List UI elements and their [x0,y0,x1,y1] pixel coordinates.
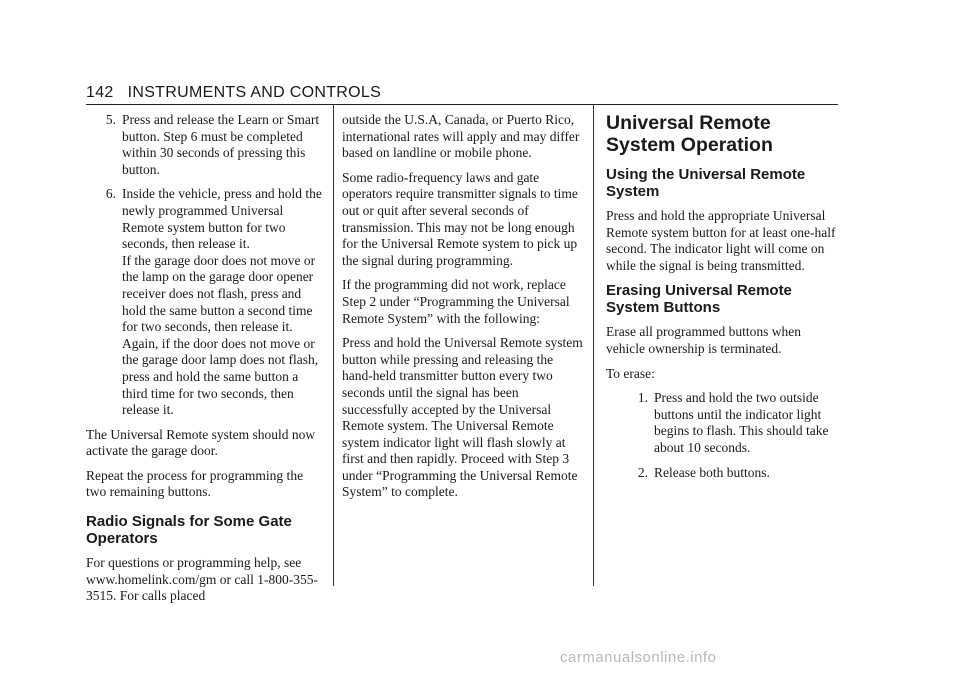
column-2 [342,112,584,509]
paragraph: To erase: [606,365,655,381]
paragraph: The Universal Remote system should now activate the garage door. [86,426,316,459]
paragraph: For questions or programming help, see www.homelink.com/gm or call 1-800-355-3515. For calls placed [86,555,318,604]
section-heading: Using the Universal Remote System [606,166,806,200]
erase-step-1 [606,390,842,456]
step-number: 2. [637,464,648,480]
paragraph: Erase all programmed buttons when vehicle ownership is terminated. [606,324,801,356]
step-6-part-b: If the garage door does not move or the lamp on the garage door opener receiver does not flash, press and hold the same button a second time for two seconds, then release it. Again, if the door does not move or the garage door lamp does not flash, press and hold the same button a third time for two seconds, then release it. [122,252,319,418]
step-number: 6. [105,186,116,202]
column-divider-1 [333,104,334,586]
section-title: INSTRUMENTS AND CONTROLS [127,84,382,101]
step-6-part-a: Inside the vehicle, press and hold the newly programmed Universal Remote system button for two seconds, then release it. [122,186,322,252]
watermark: carmanualsonline.info [560,649,717,666]
step-text: Press and release the Learn or Smart button. Step 6 must be completed within 30 seconds of pressing this button. [122,112,320,177]
step-5 [86,112,326,178]
step-text: Press and hold the two outside buttons until the indicator light begins to flash. This should take about 10 seconds. [654,390,829,455]
step-number: 1. [637,390,648,406]
page-header [86,84,381,102]
paragraph: Some radio-frequency laws and gate operators require transmitter signals to time out or quit after several seconds of transmission. This may not be long enough for the Universal Remote system to pick up the signal during programming. [342,169,578,268]
step-6 [86,186,326,418]
column-1 [86,112,326,613]
paragraph: Press and hold the appropriate Universal Remote system button for at least one-half second. The indicator light will come on while the signal is being transmitted. [606,208,836,273]
column-3 [606,112,842,489]
column-divider-2 [593,104,594,586]
section-heading: Erasing Universal Remote System Buttons [606,282,792,317]
section-heading: Radio Signals for Some Gate Operators [86,513,292,548]
paragraph: Repeat the process for programming the two remaining buttons. [86,467,304,500]
erase-step-2 [606,465,842,482]
main-heading: Universal Remote System Operation [606,112,773,156]
paragraph: outside the U.S.A, Canada, or Puerto Rico, international rates will apply and may differ based on landline or mobile phone. [342,112,580,161]
paragraph: If the programming did not work, replace Step 2 under “Programming the Universal Remote System” with the following: [342,277,570,326]
header-rule [86,104,838,105]
step-number: 5. [105,112,116,127]
step-text: Release both buttons. [654,464,770,480]
page-number: 142 [86,84,114,101]
step-text [122,186,326,418]
paragraph: Press and hold the Universal Remote system button while pressing and releasing the hand-held transmitter button every two seconds until the signal has been successfully accepted by the Universal Remote system. The Universal Remote system indicator light will flash slowly at first and then rapidly. Proceed with Step 3 under “Programming the Universal Remote System” to complete. [342,335,583,500]
